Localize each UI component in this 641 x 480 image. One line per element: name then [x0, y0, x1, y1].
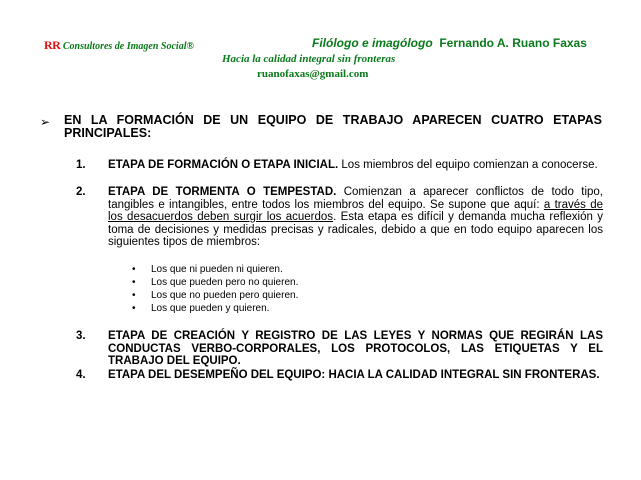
- stage-2-underlined: a través de los desacuerdos deben surgir los acuerdos: [108, 198, 603, 223]
- stage-1-title: ETAPA DE FORMACIÓN O ETAPA INICIAL.: [108, 159, 339, 171]
- stage-4-text: ETAPA DEL DESEMPEÑO DEL EQUIPO: HACIA LA CALIDAD INTEGRAL SIN FRONTERAS.: [108, 369, 600, 381]
- author-role: Filólogo e imagólogo: [312, 36, 433, 50]
- bullet-icon: •: [132, 277, 136, 288]
- bullet-icon: •: [132, 290, 136, 301]
- stage-3-number: 3.: [76, 330, 86, 342]
- company-logo: [44, 38, 194, 53]
- stage-2-number: 2.: [76, 186, 86, 198]
- stage-1-description: Los miembros del equipo comienzan a conocerse.: [338, 159, 598, 171]
- arrow-bullet-icon: ➢: [40, 115, 51, 129]
- stage-2-description-b: . Esta etapa es difícil y demanda mucha reflexión y toma de decisiones y medidas precisas y radicales, debido a que en todo equipo aparecen los siguientes tipos de miembros:: [108, 211, 603, 248]
- author-line: [312, 36, 587, 50]
- list-item: • Los que no pueden pero quieren.: [132, 290, 299, 301]
- page-header: [0, 0, 641, 90]
- list-item: • Los que pueden pero no quieren.: [132, 277, 299, 288]
- author-name: Fernando A. Ruano Faxas: [439, 36, 587, 50]
- stage-2-title: ETAPA DE TORMENTA O TEMPESTAD.: [108, 186, 337, 198]
- logo-mark: RR: [44, 38, 61, 52]
- stage-4-number: 4.: [76, 369, 86, 381]
- stage-1-number: 1.: [76, 159, 86, 171]
- stage-1-text: [108, 159, 603, 172]
- email-address: ruanofaxas@gmail.com: [257, 68, 369, 80]
- bullet-icon: •: [132, 264, 136, 275]
- list-item: • Los que ni pueden ni quieren.: [132, 264, 283, 275]
- bullet-icon: •: [132, 303, 136, 314]
- list-item: • Los que pueden y quieren.: [132, 303, 270, 314]
- main-heading: EN LA FORMACIÓN DE UN EQUIPO DE TRABAJO APARECEN CUATRO ETAPAS PRINCIPALES:: [64, 113, 602, 140]
- stage-2-description-a: Comienzan a aparecer conflictos de todo tipo, tangibles e intangibles, entre todos los miembros del equipo. Se supone que aquí:: [108, 186, 603, 211]
- tagline: Hacia la calidad integral sin fronteras: [222, 53, 396, 65]
- stage-2-text: [108, 186, 603, 249]
- logo-text: Consultores de Imagen Social®: [62, 41, 194, 52]
- stage-3-text: ETAPA DE CREACIÓN Y REGISTRO DE LAS LEYES Y NORMAS QUE REGIRÁN LAS CONDUCTAS VERBO-CORPORALES, LOS PROTOCOLOS, LAS ETIQUETAS Y EL TRABAJO DEL EQUIPO.: [108, 330, 603, 367]
